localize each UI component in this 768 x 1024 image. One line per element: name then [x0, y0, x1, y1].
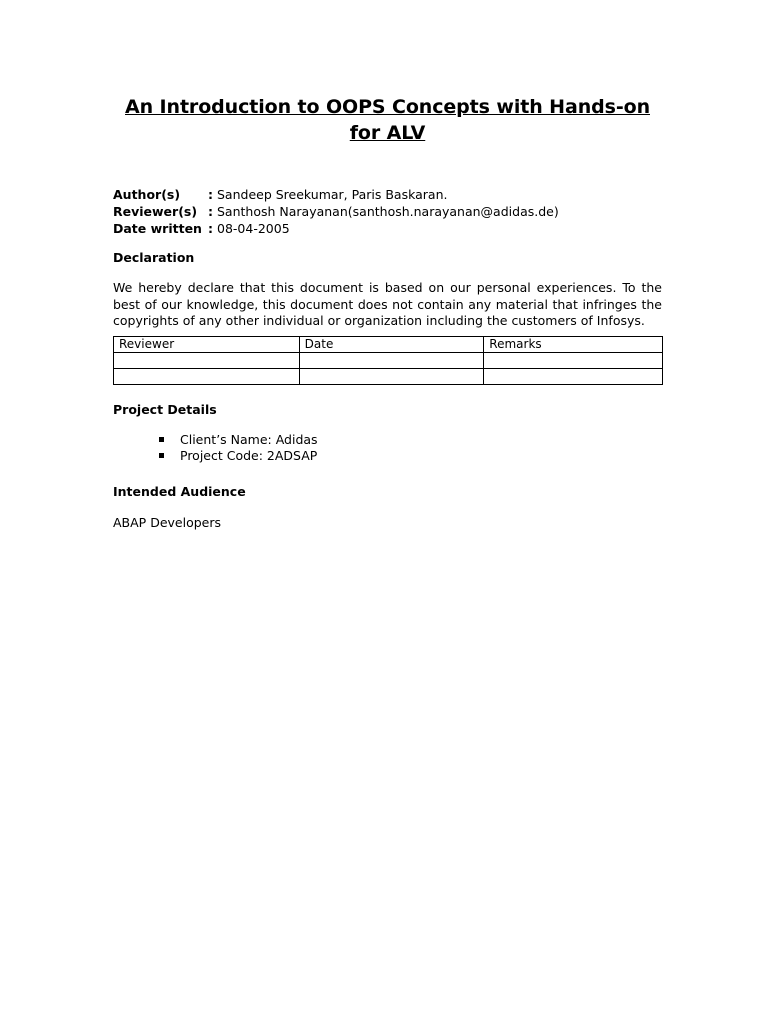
meta-row-date-written — [113, 220, 662, 237]
meta-row-authors — [113, 186, 662, 203]
table-row — [114, 368, 663, 384]
column-header-reviewer: Reviewer — [114, 336, 300, 352]
declaration-text: We hereby declare that this document is based on our personal experiences. To the best of our knowledge, this document does not contain any material that infringes the copyrights of any other individual or organization including the customers of Infosys. — [113, 280, 662, 328]
table-cell — [484, 352, 663, 368]
column-header-date: Date — [299, 336, 484, 352]
list-item-text: Client’s Name: Adidas — [180, 431, 318, 447]
table-cell — [484, 368, 663, 384]
meta-separator: : — [208, 187, 213, 202]
square-bullet-icon — [159, 437, 164, 442]
review-table-header-row — [114, 336, 663, 352]
table-cell — [114, 352, 300, 368]
meta-label: Author(s) — [113, 187, 181, 202]
column-header-remarks: Remarks — [484, 336, 663, 352]
meta-value-reviewers: Santhosh Narayanan(santhosh.narayanan@adidas.de) — [217, 204, 559, 219]
meta-row-reviewers — [113, 203, 662, 220]
list-item-text: Project Code: 2ADSAP — [180, 448, 318, 463]
table-cell — [299, 368, 484, 384]
declaration-heading: Declaration — [113, 250, 195, 265]
meta-value-authors: Sandeep Sreekumar, Paris Baskaran. — [217, 187, 448, 202]
table-cell — [299, 352, 484, 368]
document-title: An Introduction to OOPS Concepts with Hands-on for ALV — [125, 96, 650, 144]
list-item — [113, 432, 662, 449]
table-cell — [114, 368, 300, 384]
meta-label: Date written — [113, 221, 202, 236]
square-bullet-icon — [159, 453, 164, 458]
table-row — [114, 352, 663, 368]
review-table — [113, 336, 663, 385]
meta-separator: : — [208, 204, 213, 219]
list-item — [113, 448, 662, 465]
document-meta — [113, 186, 662, 237]
meta-separator: : — [208, 221, 213, 236]
meta-value-date-written: 08-04-2005 — [217, 221, 290, 236]
meta-label: Reviewer(s) — [113, 204, 198, 219]
intended-audience-heading: Intended Audience — [113, 483, 246, 499]
project-details-list — [113, 432, 662, 465]
intended-audience-text: ABAP Developers — [113, 514, 221, 530]
document-page — [113, 94, 662, 531]
project-details-heading: Project Details — [113, 401, 217, 417]
